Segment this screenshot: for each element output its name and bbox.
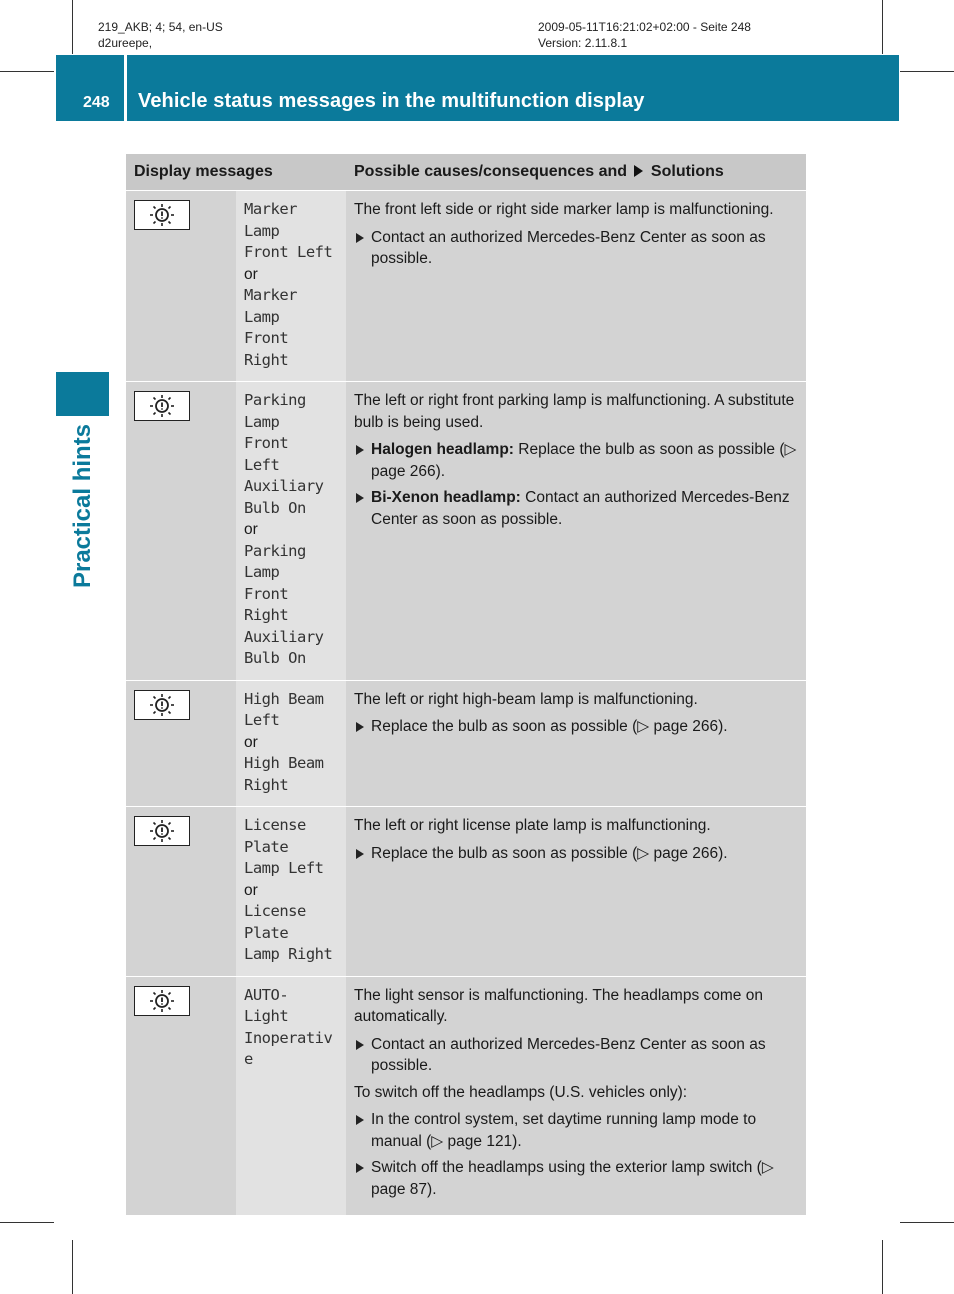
display-message-text: High Beam [244, 689, 324, 708]
icon-cell [126, 680, 236, 807]
display-message-text: Front [244, 329, 289, 347]
display-message-text: High Beam [244, 754, 324, 772]
status-messages-table [126, 154, 806, 1215]
display-message-text: Left [244, 455, 280, 474]
side-tab-marker [56, 372, 109, 416]
table-row [126, 807, 806, 977]
icon-cell [126, 807, 236, 977]
table-header-row [126, 154, 806, 191]
solution-text: In the control system, set daytime running lamp mode to manual (▷ page 121). [371, 1111, 757, 1150]
crop-mark [72, 0, 73, 54]
or-separator: or [244, 733, 258, 751]
crop-mark [0, 71, 54, 72]
solution-text: Replace the bulb as soon as possible (▷ page 266). [371, 844, 728, 862]
or-separator: or [244, 881, 258, 899]
bulb-warning-icon [134, 200, 190, 230]
display-message-text: Front [244, 584, 289, 603]
col-display-messages: Display messages [126, 154, 346, 191]
display-message-text: Lamp [244, 412, 280, 431]
display-message-text: Marker [244, 286, 297, 304]
icon-cell [126, 976, 236, 1215]
or-separator: or [244, 521, 258, 538]
solution-bullet [354, 716, 798, 738]
solution-cell [346, 191, 806, 382]
col-solutions-suffix: Solutions [650, 163, 724, 180]
display-message-text: Parking [244, 541, 306, 560]
display-message-text: License [244, 816, 306, 834]
crop-mark [882, 1240, 883, 1294]
solution-text: Contact an authorized Mercedes-Benz Center as soon as possible. [371, 1035, 766, 1074]
display-message-text: Marker [244, 200, 297, 218]
page-title: Vehicle status messages in the multifunction display [138, 90, 645, 112]
or-separator: or [244, 265, 258, 283]
solution-text: Contact an authorized Mercedes-Benz Center as soon as possible. [371, 228, 766, 267]
display-message-text: Bulb On [244, 649, 306, 667]
cause-text: The left or right front parking lamp is malfunctioning. A substitute bulb is being used. [354, 392, 795, 431]
icon-cell [126, 191, 236, 382]
message-cell [236, 382, 346, 681]
display-message-text: Lamp [244, 307, 280, 326]
page-number: 248 [83, 94, 110, 111]
display-message-text: Inoperativ [244, 1028, 333, 1047]
solution-text: Switch off the headlamps using the exterior lamp switch (▷ page 87). [371, 1159, 774, 1198]
display-message-text: e [244, 1050, 253, 1068]
display-message-text: Front [244, 434, 289, 452]
display-message-text: Lamp Left [244, 859, 324, 877]
meta-line: 2009-05-11T16:21:02+02:00 - Seite 248 [538, 20, 751, 34]
solution-bullet [354, 843, 798, 865]
bulb-warning-icon [134, 816, 190, 846]
solution-bullet [354, 1157, 798, 1200]
table-row [126, 191, 806, 382]
col-solutions [346, 154, 806, 191]
display-message-text: Lamp [244, 563, 280, 581]
cause-text: The front left side or right side marker lamp is malfunctioning. [354, 201, 774, 218]
display-message-text: Parking [244, 391, 306, 409]
bulb-warning-icon [134, 690, 190, 720]
solution-bullet [354, 1034, 798, 1077]
display-message-text: Auxiliary [244, 627, 324, 646]
solution-bold-text: Bi-Xenon headlamp: [371, 489, 521, 506]
table-row [126, 680, 806, 807]
sub-heading-text: To switch off the headlamps (U.S. vehicles only): [354, 1083, 688, 1101]
solution-arrow-icon [634, 165, 643, 177]
crop-mark [900, 1222, 954, 1223]
solution-bullet [354, 1109, 798, 1152]
col-solutions-prefix: Possible causes/consequences and [354, 163, 628, 180]
display-message-text: Lamp Right [244, 945, 333, 963]
message-cell [236, 680, 346, 807]
display-message-text: Auxiliary [244, 477, 324, 495]
solution-text: Replace the bulb as soon as possible (▷ page 266). [371, 718, 728, 735]
display-message-text: AUTO- [244, 985, 289, 1004]
cause-text: The left or right license plate lamp is malfunctioning. [354, 817, 711, 834]
solution-text: Contact an authorized Mercedes-Benz Center as soon as possible. [371, 489, 790, 528]
solution-cell [346, 976, 806, 1215]
display-message-text: Light [244, 1007, 289, 1025]
header-divider [124, 55, 127, 121]
solution-bullet [354, 439, 798, 482]
table-row [126, 382, 806, 681]
solution-bullet [354, 227, 798, 270]
display-message-text: Bulb On [244, 498, 306, 517]
meta-line: d2ureepe, [98, 36, 153, 50]
solution-cell [346, 382, 806, 681]
solution-bold-text: Halogen headlamp: [371, 441, 514, 458]
display-message-text: Lamp [244, 221, 280, 240]
bulb-warning-icon [134, 986, 190, 1016]
cause-text: The light sensor is malfunctioning. The headlamps come on automatically. [354, 986, 763, 1025]
cause-text: The left or right high-beam lamp is malfunctioning. [354, 690, 698, 708]
display-message-text: Plate [244, 837, 289, 856]
meta-line: Version: 2.11.8.1 [538, 36, 628, 50]
display-message-text: Right [244, 606, 289, 624]
message-cell [236, 191, 346, 382]
message-cell [236, 976, 346, 1215]
meta-line: 219_AKB; 4; 54, en-US [98, 20, 223, 34]
crop-mark [882, 0, 883, 54]
solution-cell [346, 680, 806, 807]
solution-bullet [354, 487, 798, 530]
display-message-text: Left [244, 711, 280, 729]
crop-mark [0, 1222, 54, 1223]
message-cell [236, 807, 346, 977]
print-meta-right [538, 19, 751, 51]
table-row [126, 976, 806, 1215]
display-message-text: License [244, 902, 306, 920]
solution-text: Replace the bulb as soon as possible (▷ page 266). [371, 441, 797, 480]
display-message-text: Right [244, 350, 289, 369]
icon-cell [126, 382, 236, 681]
side-chapter-label: Practical hints [69, 423, 96, 589]
bulb-warning-icon [134, 391, 190, 421]
display-message-text: Plate [244, 923, 289, 942]
display-message-text: Front Left [244, 243, 333, 261]
crop-mark [900, 71, 954, 72]
crop-mark [72, 1240, 73, 1294]
print-meta-left [98, 19, 223, 51]
display-message-text: Right [244, 775, 289, 794]
solution-cell [346, 807, 806, 977]
